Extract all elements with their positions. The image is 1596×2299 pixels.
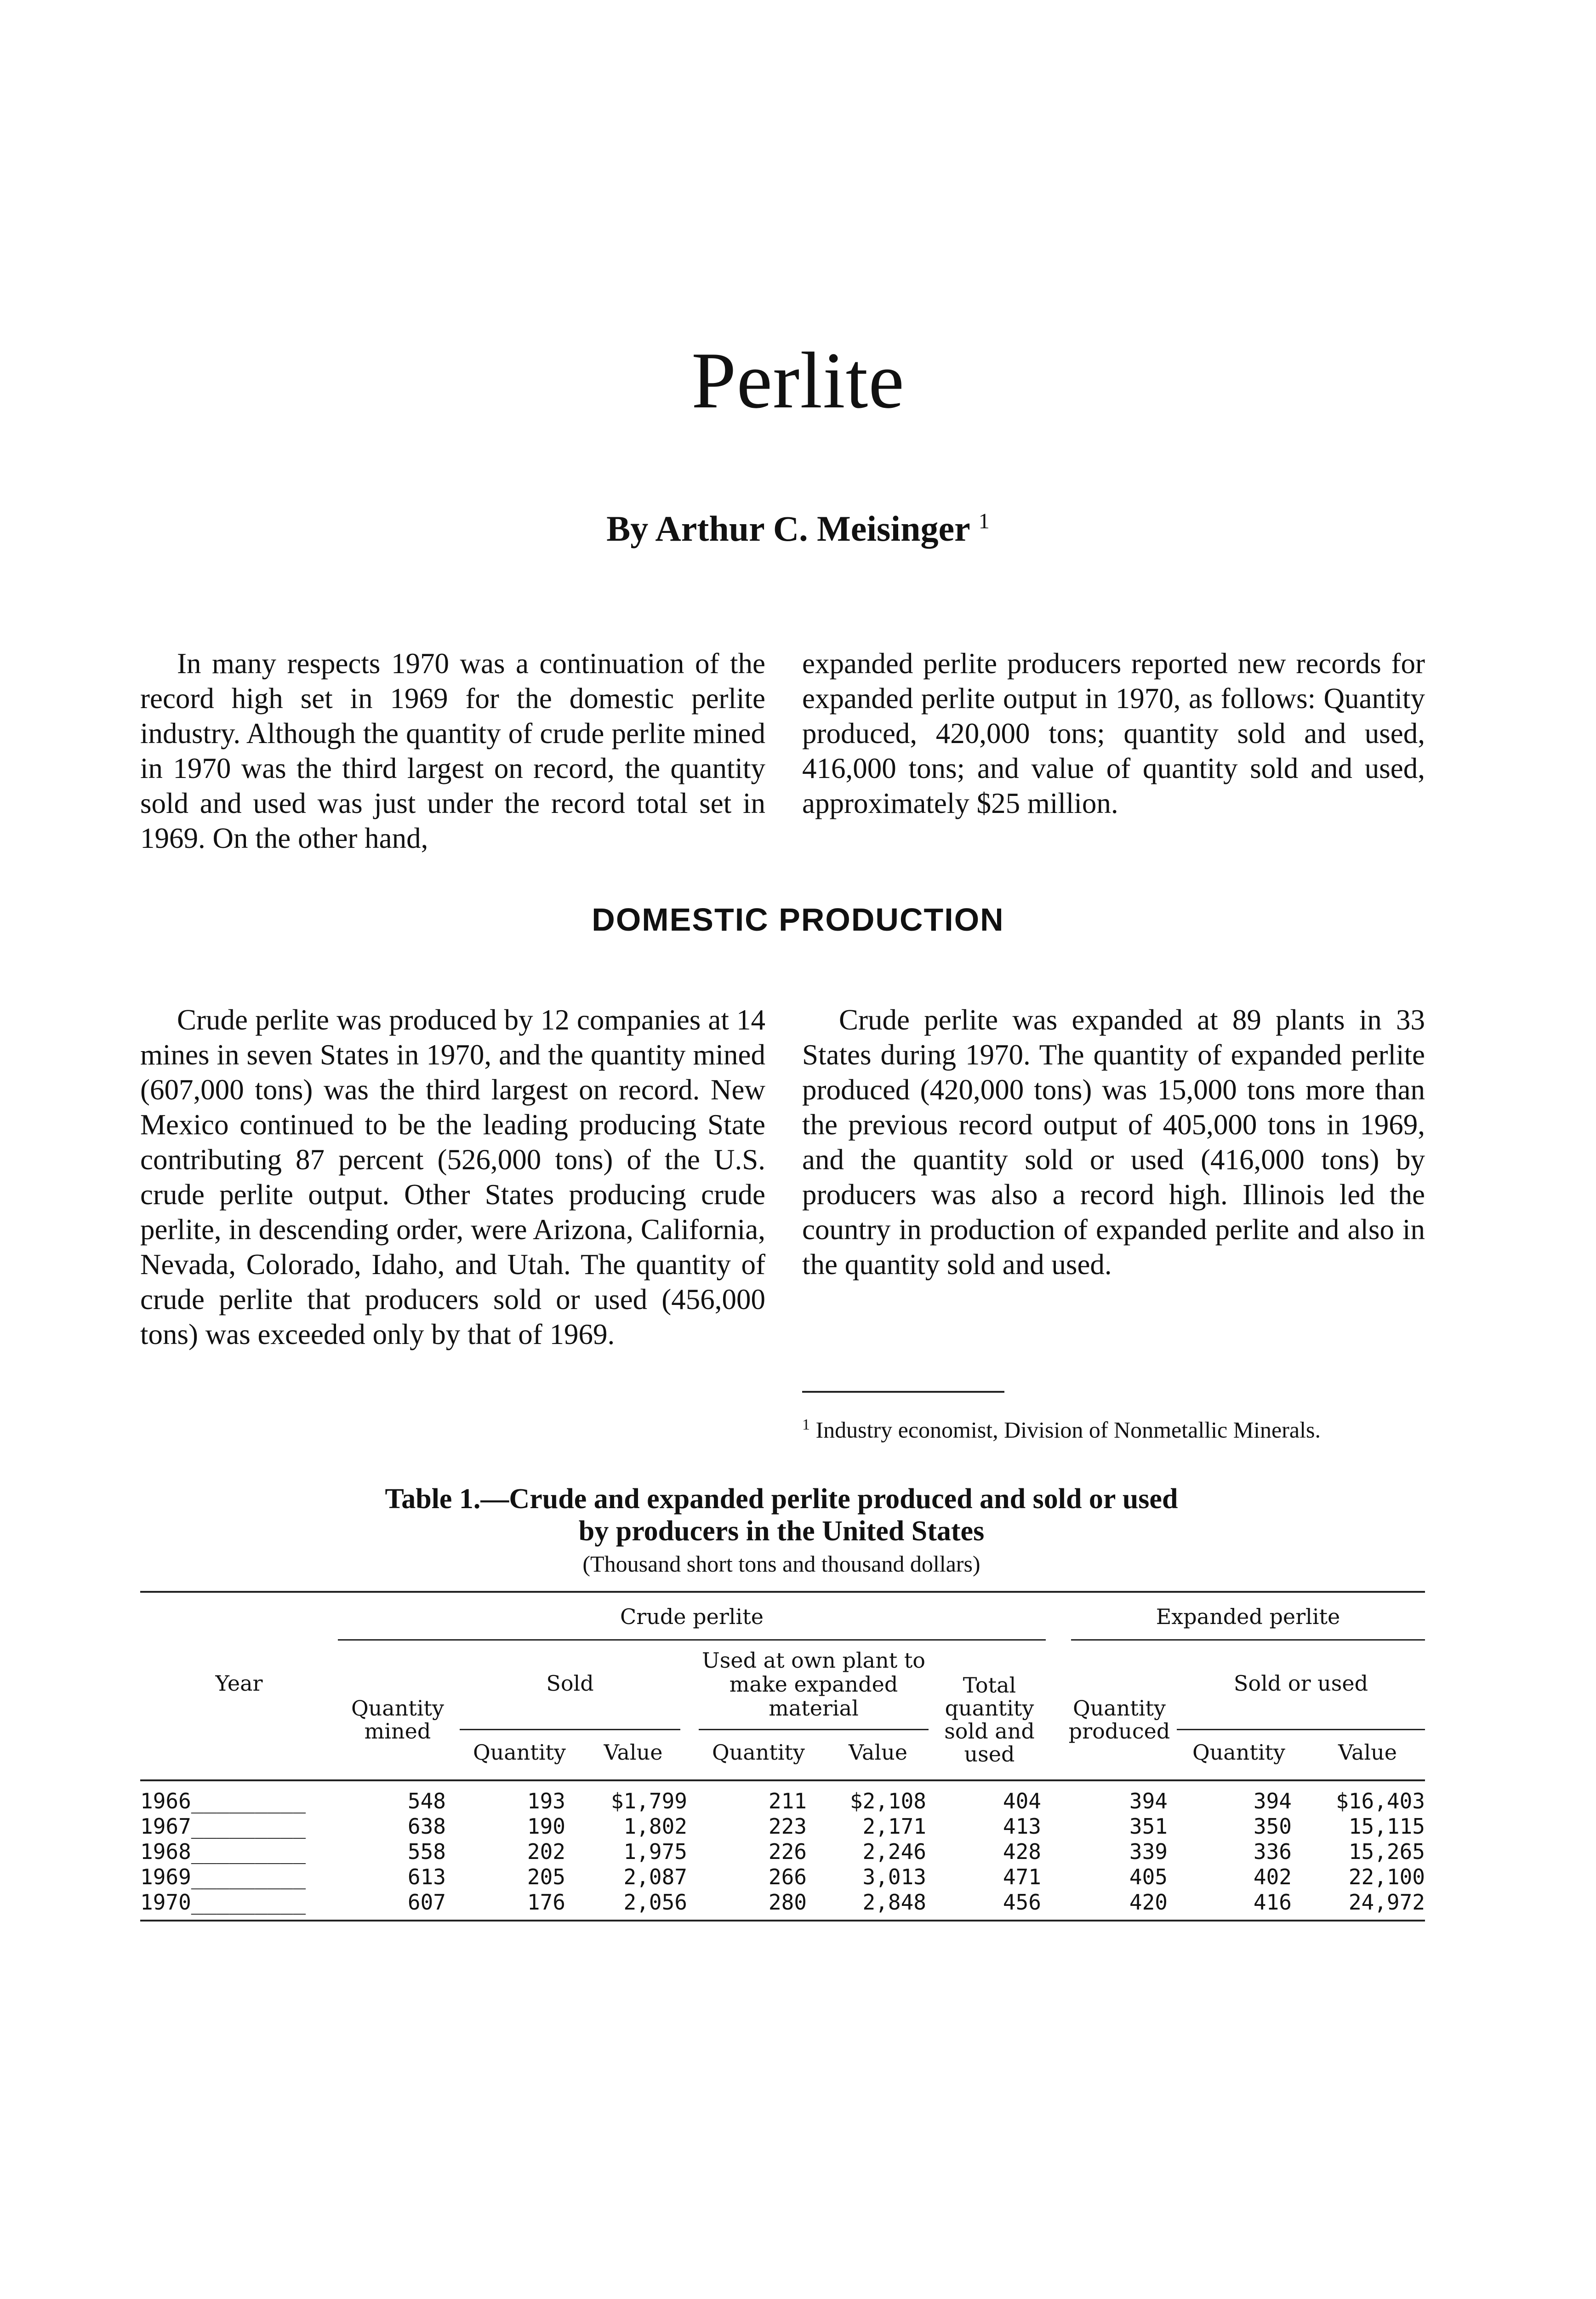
cell-mined: 558 — [407, 1839, 446, 1864]
cell-mined: 548 — [407, 1789, 446, 1813]
footnote-rule — [802, 1391, 1004, 1393]
cell-used-quantity: 223 — [768, 1814, 807, 1839]
used-subgroup-rule — [699, 1729, 929, 1730]
row-year: 1967 — [140, 1814, 191, 1839]
cell-mined: 613 — [407, 1864, 446, 1889]
row-year: 1968 — [140, 1839, 191, 1864]
intro-right-column — [802, 646, 1425, 821]
footnote-number: 1 — [802, 1416, 810, 1433]
cell-used-quantity: 280 — [768, 1890, 807, 1915]
footnote-marker: 1 — [978, 509, 990, 533]
cell-sold-value: $1,799 — [610, 1789, 687, 1813]
footnote — [802, 1412, 1425, 1443]
row-year: 1970 — [140, 1890, 191, 1915]
intro-paragraph-right: expanded perlite producers reported new records for expanded perlite output in 1970, as follows: Quantity produced, 420,000 tons; quantity sold and used, 416,000 tons; and value of quantity sold and used, approximately $25 million. — [802, 647, 1425, 819]
table-row: 1968_________ — [140, 1839, 306, 1864]
cell-total: 413 — [1003, 1814, 1041, 1839]
cell-exp-quantity: 402 — [1253, 1864, 1292, 1889]
header-exp-value: Value — [1338, 1740, 1397, 1765]
cell-exp-value: 22,100 — [1348, 1864, 1425, 1889]
table-caption-line1: Table 1.—Crude and expanded perlite produced and sold or used — [385, 1483, 1178, 1515]
cell-produced: 420 — [1129, 1890, 1168, 1915]
cell-sold-value: 1,975 — [623, 1839, 687, 1864]
byline — [0, 508, 1596, 549]
table-top-rule — [140, 1591, 1425, 1593]
cell-used-quantity: 211 — [768, 1789, 807, 1813]
cell-sold-value: 1,802 — [623, 1814, 687, 1839]
expanded-group-rule — [1071, 1639, 1425, 1641]
intro-paragraph-left: In many respects 1970 was a continuation of the record high set in 1969 for the domestic perlite industry. Although the quantity of crude perlite mined in 1970 was the third largest on record, the quantity sold and used was just under the record total set in 1969. On the other hand, — [140, 647, 765, 854]
table-caption-line2: by producers in the United States — [578, 1516, 985, 1547]
table-caption — [138, 1483, 1425, 1580]
cell-used-value: 2,171 — [862, 1814, 926, 1839]
cell-sold-quantity: 176 — [527, 1890, 565, 1915]
header-expanded-perlite: Expanded perlite — [1156, 1604, 1340, 1629]
header-quantity-produced: Quantity produced — [1068, 1696, 1170, 1744]
cell-used-value: 3,013 — [862, 1864, 926, 1889]
production-right-column — [802, 1002, 1425, 1282]
cell-produced: 339 — [1129, 1839, 1168, 1864]
production-left-column — [140, 1002, 765, 1352]
header-total-quantity: Total quantity sold and used — [944, 1673, 1035, 1767]
cell-exp-quantity: 350 — [1253, 1814, 1292, 1839]
header-crude-perlite: Crude perlite — [620, 1604, 764, 1629]
cell-sold-quantity: 202 — [527, 1839, 565, 1864]
cell-produced: 351 — [1129, 1814, 1168, 1839]
cell-sold-quantity: 190 — [527, 1814, 565, 1839]
header-used-quantity: Quantity — [712, 1740, 805, 1765]
table-units: (Thousand short tons and thousand dollars) — [582, 1551, 980, 1577]
soldused-subgroup-rule — [1177, 1729, 1425, 1730]
page-title: Perlite — [691, 336, 905, 425]
table-row: 1966_________ — [140, 1789, 306, 1813]
cell-total: 471 — [1003, 1864, 1041, 1889]
footnote-text: Industry economist, Division of Nonmetallic Minerals. — [815, 1417, 1321, 1443]
header-used-value: Value — [849, 1740, 907, 1765]
header-used-at-own-plant: Used at own plant to make expanded material — [701, 1648, 925, 1721]
cell-exp-quantity: 394 — [1253, 1789, 1292, 1813]
sold-subgroup-rule — [460, 1729, 680, 1730]
production-paragraph-left: Crude perlite was produced by 12 companies at 14 mines in seven States in 1970, and the quantity mined (607,000 tons) was the third largest on record. New Mexico continued to be the leading producing State contributing 87 percent (526,000 tons) of the U.S. crude perlite output. Other States producing crude perlite, in descending order, were Arizona, California, Nevada, Colorado, Idaho, and Utah. The quantity of crude perlite that producers sold or used (456,000 tons) was exceeded only by that of 1969. — [140, 1004, 765, 1350]
header-bottom-rule — [140, 1779, 1425, 1781]
header-year: Year — [215, 1671, 263, 1696]
crude-group-rule — [338, 1639, 1046, 1641]
table-row: 1970_________ — [140, 1890, 306, 1915]
cell-sold-value: 2,087 — [623, 1864, 687, 1889]
cell-exp-value: 15,115 — [1348, 1814, 1425, 1839]
cell-exp-value: 24,972 — [1348, 1890, 1425, 1915]
row-year: 1966 — [140, 1789, 191, 1813]
table-bottom-rule — [140, 1920, 1425, 1922]
cell-sold-quantity: 205 — [527, 1864, 565, 1889]
header-exp-quantity: Quantity — [1192, 1740, 1286, 1765]
cell-used-value: 2,246 — [862, 1839, 926, 1864]
production-paragraph-right: Crude perlite was expanded at 89 plants in 33 States during 1970. The quantity of expanded perlite produced (420,000 tons) was 15,000 tons more than the previous record output of 405,000 tons in 1969, and the quantity sold or used (416,000 tons) by producers was also a record high. Illinois led the country in production of expanded perlite and also in the quantity sold and used. — [802, 1004, 1425, 1281]
header-sold-quantity: Quantity — [473, 1740, 566, 1765]
table-row: 1969_________ — [140, 1864, 306, 1889]
header-quantity-mined: Quantity mined — [351, 1696, 445, 1744]
cell-exp-value: 15,265 — [1348, 1839, 1425, 1864]
header-sold-value: Value — [604, 1740, 663, 1765]
cell-sold-quantity: 193 — [527, 1789, 565, 1813]
table-row: 1967_________ — [140, 1814, 306, 1839]
author-name: By Arthur C. Meisinger — [606, 509, 970, 549]
cell-exp-quantity: 336 — [1253, 1839, 1292, 1864]
cell-exp-value: $16,403 — [1336, 1789, 1425, 1813]
cell-used-value: $2,108 — [849, 1789, 926, 1813]
header-sold: Sold — [546, 1671, 594, 1696]
header-sold-or-used: Sold or used — [1233, 1671, 1368, 1696]
cell-mined: 638 — [407, 1814, 446, 1839]
cell-total: 404 — [1003, 1789, 1041, 1813]
cell-total: 428 — [1003, 1839, 1041, 1864]
cell-used-quantity: 226 — [768, 1839, 807, 1864]
cell-produced: 405 — [1129, 1864, 1168, 1889]
cell-sold-value: 2,056 — [623, 1890, 687, 1915]
cell-total: 456 — [1003, 1890, 1041, 1915]
cell-used-value: 2,848 — [862, 1890, 926, 1915]
cell-exp-quantity: 416 — [1253, 1890, 1292, 1915]
cell-used-quantity: 266 — [768, 1864, 807, 1889]
row-year: 1969 — [140, 1864, 191, 1889]
intro-left-column — [140, 646, 765, 856]
section-heading: DOMESTIC PRODUCTION — [592, 902, 1004, 938]
cell-produced: 394 — [1129, 1789, 1168, 1813]
cell-mined: 607 — [407, 1890, 446, 1915]
